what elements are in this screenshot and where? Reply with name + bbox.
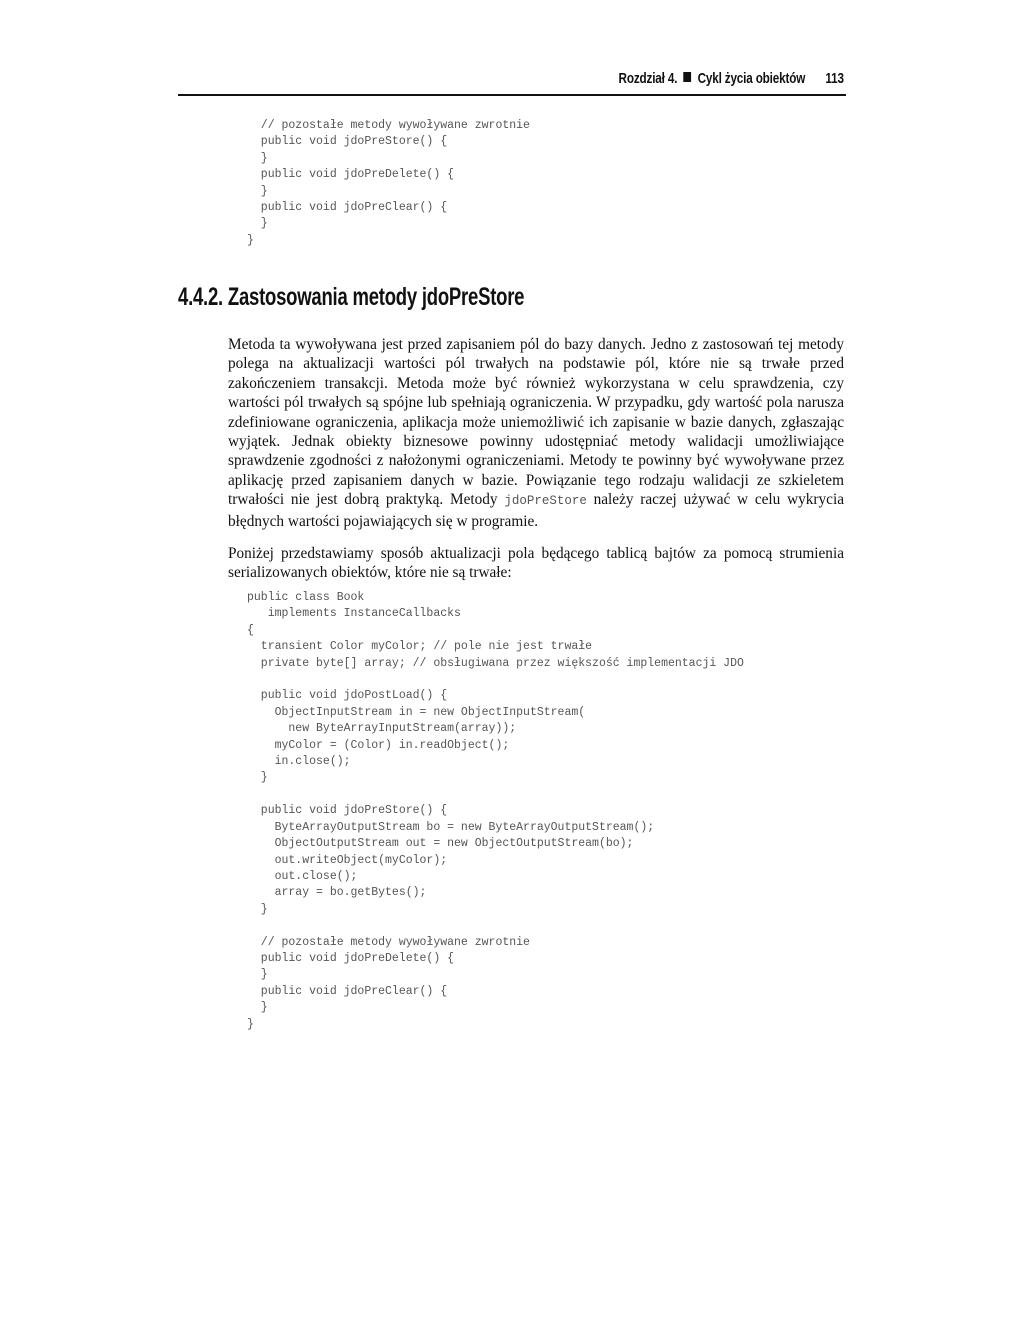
- square-bullet-icon: [684, 72, 692, 82]
- paragraph-1-text: Metoda ta wywoływana jest przed zapisaniem pól do bazy danych. Jedno z zastosowań tej metody polega na aktualizacji wartości pól trwałych na podstawie pól, które nie są trwałe przed zakończeniem transakcji. Metoda może być również wykorzystana w celu sprawdzenia, czy wartości pól trwałych są spójne lub spełniają ograniczenia. W przypadku, gdy wartość pola narusza zdefiniowane ograniczenia, aplikacja może uniemożliwić ich zapisanie w bazie danych, zgłaszając wyjątek. Jednak obiekty biznesowe powinny udostępniać metody walidacji umożliwiające sprawdzenie zgodności z nałożonymi ograniczeniami. Metody te powinny być wywoływane przez aplikację przed zapisaniem danych w bazie. Powiązanie tego rodzaju walidacji ze szkieletem trwałości nie jest dobrą praktyką. Metody: [228, 336, 844, 509]
- paragraph-1-text-end: należy raczej używać w celu wykrycia błędnych wartości pojawiających się w programie.: [228, 491, 845, 530]
- body-paragraph-1: [228, 335, 844, 531]
- code-listing-book-class: public class Book implements InstanceCallbacks { transient Color myColor; // pole nie jest trwałe private byte[] array; // obsługiwana przez większość implementacji JDO public void jdoPostLoad() { ObjectInputStream in = new ObjectInputStream( new ByteArrayInputStream(array)); myColor = (Color) in.readObject(); in.close(); } public void jdoPreStore() { ByteArrayOutputStream bo = new ByteArrayOutputStream(); ObjectOutputStream out = new ObjectOutputStream(bo); out.writeObject(myColor); out.close(); array = bo.getBytes(); } // pozostałe metody wywoływane zwrotnie public void jdoPreDelete() { } public void jdoPreClear() { } }: [247, 591, 744, 1031]
- inline-code-jdoprestore: jdoPreStore: [504, 494, 587, 509]
- code-listing-top: // pozostałe metody wywoływane zwrotnie public void jdoPreStore() { } public void jdoPreDelete() { } public void jdoPreClear() { } }: [247, 119, 530, 247]
- section-heading: 4.4.2. Zastosowania metody jdoPreStore: [178, 283, 525, 311]
- body-paragraph-2: Poniżej przedstawiamy sposób aktualizacji pola będącego tablicą bajtów za pomocą strumienia serializowanych obiektów, które nie są trwałe:: [228, 545, 844, 582]
- chapter-title: Cykl życia obiektów: [697, 70, 806, 87]
- running-header-text: [619, 70, 844, 87]
- page-number: 113: [825, 70, 844, 87]
- running-header: [178, 64, 846, 96]
- chapter-label: Rozdział 4.: [618, 70, 678, 87]
